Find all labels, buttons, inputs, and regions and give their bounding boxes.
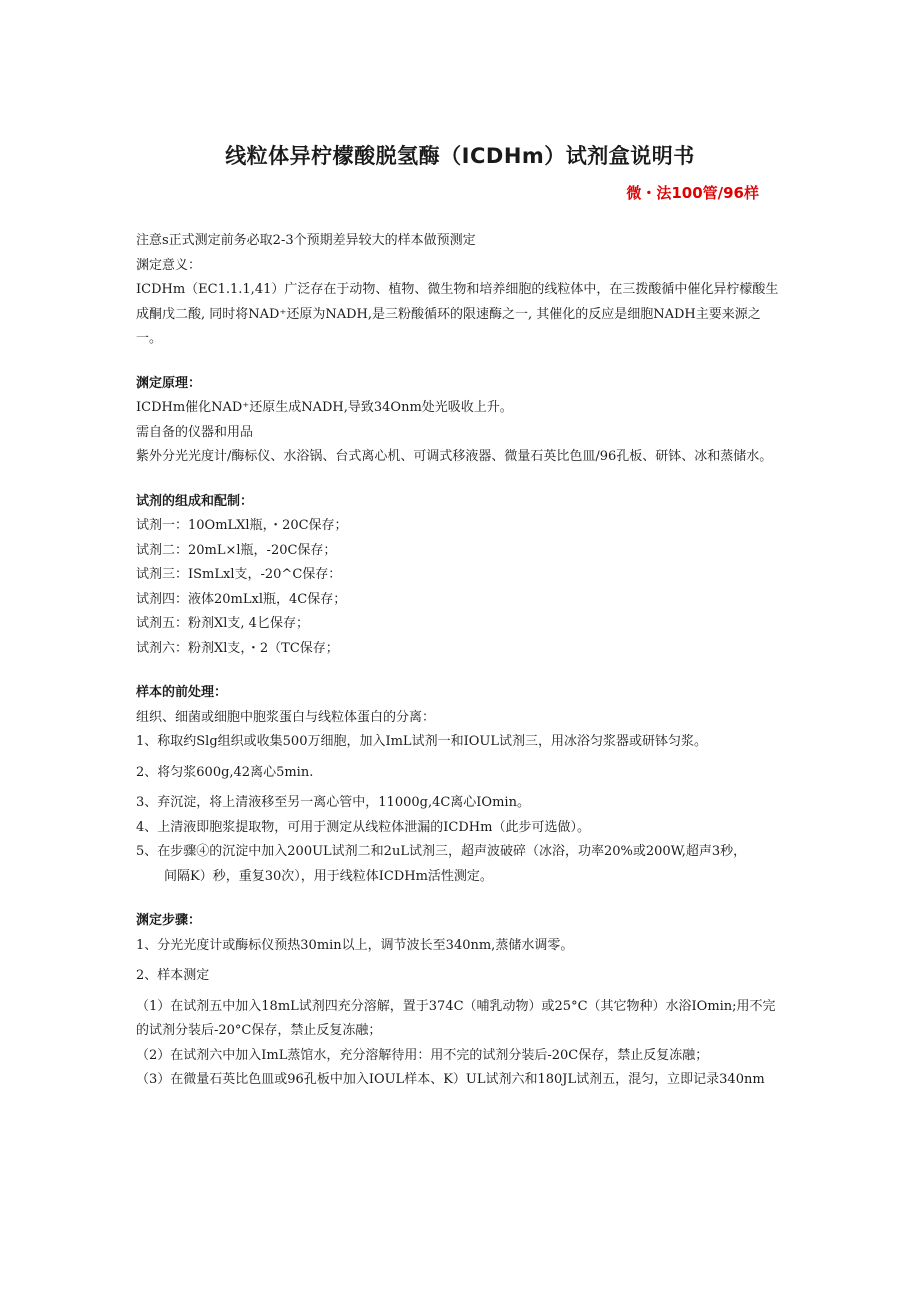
significance-heading: 渊定意义： (136, 257, 202, 273)
pretreatment-step: 4、上清液即胞浆提取物，可用于测定从线粒体泄漏的ICDHm（此步可选做）。 (136, 819, 590, 835)
pretreatment-step: 2、将匀浆600g,42离心5min. (136, 764, 314, 780)
significance-text: ICDHm（EC1.1.1,41）广泛存在于动物、植物、微生物和培养细胞的线粒体中，在三拨酸循中催化异柠檬酸生成酮戊二酸, 同时将NAD⁺还原为NADH,是三粉酸循环的限速酶之一, 其催化的反应是细胞NADH主要来源之一。 (136, 282, 779, 346)
section-gap (136, 661, 786, 681)
equipment-text: 紫外分光光度计/酶标仪、水浴锅、台式离心机、可调式移液器、微量石英比色皿/96孔板、研钵、冰和蒸储水。 (136, 449, 773, 464)
procedure-substep: （1）在试剂五中加入18mL试剂四充分溶解，置于374C（哺乳动物）或25°C（其它物种）水浴IOmin;用不完的试剂分装后-20°C保存，禁止反复冻融； (136, 998, 776, 1038)
pretreatment-step-continuation: 间隔K）秒，重复30次），用于线粒体ICDHm活性测定。 (164, 868, 493, 884)
procedure-step: 2、样本测定 (136, 968, 210, 983)
reagent-item: 试剂一：10OmLXl瓶，・20C保存； (136, 518, 348, 533)
equipment-heading: 需自备的仪器和用品 (136, 424, 254, 440)
document-subtitle: 微・法100管/96样 (626, 184, 759, 202)
reagent-item: 试剂五：粉剂Xl支, 4匕保存； (136, 616, 309, 631)
reagent-item: 试剂三：ISmLxl支，-20^C保存： (136, 567, 342, 582)
reagents-heading: 试剂的组成和配制： (136, 493, 254, 509)
principle-heading: 渊定原理： (136, 375, 202, 391)
section-gap (136, 352, 786, 372)
document-body (136, 229, 786, 1093)
pretreatment-step: 5、在步骤④的沉淀中加入200UL试剂二和2uL试剂三，超声波破碎（冰浴，功率20%或200W,超声3秒， (136, 844, 747, 859)
procedure-step: 1、分光光度计或酶标仪预热30min以上，调节波长至340nm,蒸储水调零。 (136, 937, 574, 953)
pretreatment-step: 1、称取约Slg组织或收集500万细胞，加入ImL试剂一和IOUL试剂三，用冰浴匀浆器或研钵匀浆。 (136, 734, 707, 749)
reagent-item: 试剂六：粉剂Xl支，・2（TC保存； (136, 640, 339, 656)
note-text: 注意s正式测定前务必取2-3个预期差异较大的样本做预测定 (136, 233, 476, 248)
section-gap (136, 889, 786, 909)
procedure-substep: （3）在微量石英比色皿或96孔板中加入IOUL样本、K）UL试剂六和180JL试剂五，混匀，立即记录340nm (136, 1072, 765, 1087)
pretreatment-heading: 样本的前处理： (136, 685, 228, 700)
reagent-item: 试剂二：20mL×l瓶，-20C保存； (136, 542, 337, 558)
pretreatment-intro: 组织、细菌或细胞中胞浆蛋白与线粒体蛋白的分离： (136, 709, 436, 725)
procedure-heading: 渊定步骤： (136, 913, 202, 928)
section-gap (136, 470, 786, 490)
document-title: 线粒体异柠檬酸脱氢酶（ICDHm）试剂盒说明书 (225, 144, 695, 168)
pretreatment-step: 3、弃沉淀，将上清液移至另一离心管中，11000g,4C离心IOmin。 (136, 795, 530, 810)
procedure-substep: （2）在试剂六中加入ImL蒸馆水，充分溶解待用：用不完的试剂分装后-20C保存，禁止反复冻融； (136, 1047, 709, 1063)
principle-text: ICDHm催化NAD⁺还原生成NADH,导致34Onm处光吸收上升。 (136, 400, 513, 415)
reagent-item: 试剂四：液体20mLxl瓶，4C保存； (136, 591, 347, 607)
